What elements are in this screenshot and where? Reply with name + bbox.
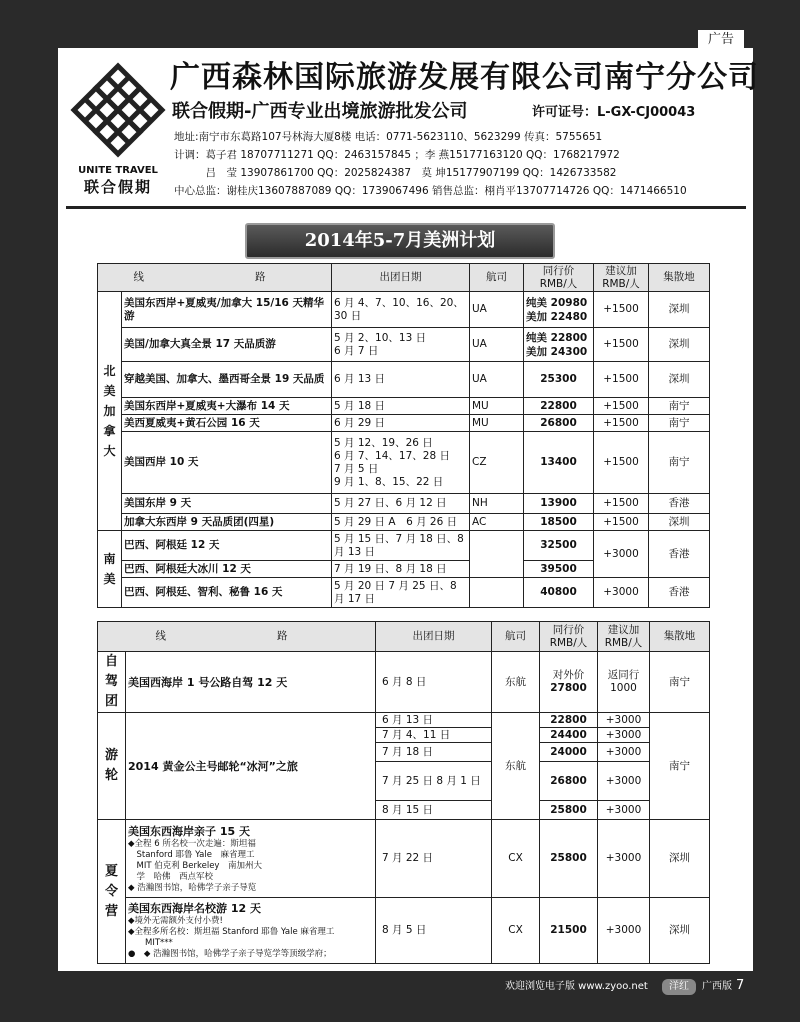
- airline: 东航: [492, 713, 540, 820]
- airline: MU: [470, 398, 524, 415]
- trade-price: 25300: [524, 362, 594, 398]
- publisher-logo: 洋红: [662, 979, 696, 995]
- depart-dates: 6 月 8 日: [376, 652, 492, 713]
- plan-banner: 2014年5-7月美洲计划: [245, 223, 555, 259]
- region-north-america: 北 美 加 拿 大: [98, 292, 122, 531]
- camp-route: [126, 820, 376, 898]
- table-row: [98, 432, 710, 494]
- suggested-markup: +1500: [594, 415, 649, 432]
- suggested-markup: 返同行 1000: [598, 652, 650, 713]
- departure-city: 香港: [649, 494, 710, 514]
- departure-city: 香港: [649, 531, 710, 578]
- contact-address: 地址:南宁市东葛路107号林海大厦8楼 电话：0771-5623110、5623299 传真：5755651: [174, 131, 603, 143]
- region-south-america: 南 美: [98, 531, 122, 608]
- depart-dates: 8 月 15 日: [376, 801, 492, 820]
- suggested-markup: +1500: [594, 362, 649, 398]
- depart-dates: 5 月 15 日、7 月 18 日、8 月 13 日: [332, 531, 470, 561]
- header-airline: 航司: [492, 622, 540, 652]
- table-row: [98, 578, 710, 608]
- americas-tour-table: [97, 263, 710, 608]
- depart-dates: 7 月 25 日 8 月 1 日: [376, 762, 492, 801]
- depart-dates: 5 月 29 日 A 6 月 26 日: [332, 514, 470, 531]
- airline: UA: [470, 328, 524, 362]
- depart-dates: 7 月 18 日: [376, 743, 492, 762]
- trade-price: 26800: [524, 415, 594, 432]
- region-summer-camp: 夏 令 营: [98, 820, 126, 964]
- depart-dates: 7 月 19 日、8 月 18 日: [332, 561, 470, 578]
- route-notes: ◆全程 6 所名校一次走遍：斯坦福 Stanford 耶鲁 Yale 麻省理工 MIT 伯克利 Berkeley 南加州大 学 哈佛 西点军校 ◆ 浩瀚图书馆，哈佛学子亲子导览: [128, 838, 262, 893]
- header-airline: 航司: [470, 264, 524, 292]
- airline: UA: [470, 362, 524, 398]
- table-row: [98, 531, 710, 561]
- table-header: [98, 264, 710, 292]
- trade-price: 32500: [524, 531, 594, 561]
- header-route: 线 路: [133, 271, 296, 283]
- depart-dates: 6 月 29 日: [332, 415, 470, 432]
- route-name: 巴西、阿根廷 12 天: [122, 531, 332, 561]
- suggested-markup: +3000: [594, 531, 649, 578]
- depart-dates: 5 月 27 日、6 月 12 日: [332, 494, 470, 514]
- suggested-markup: +1500: [594, 328, 649, 362]
- route-notes: ◆境外无需额外支付小费! ◆全程多所名校：斯坦福 Stanford 耶鲁 Yale 麻省理工 MIT*** ● ◆ 浩瀚图书馆，哈佛学子亲子导览学等顶级学府；: [128, 916, 335, 959]
- suggested-markup: +3000: [598, 820, 650, 898]
- depart-dates: 5 月 20 日 7 月 25 日、8 月 17 日: [332, 578, 470, 608]
- table-row: [98, 898, 710, 964]
- suggested-markup: +1500: [594, 432, 649, 494]
- table-row: [98, 415, 710, 432]
- route-name: 美国/加拿大真全景 17 天品质游: [122, 328, 332, 362]
- trade-price: 21500: [540, 898, 598, 964]
- ad-tag: 广告: [698, 30, 744, 50]
- airline: MU: [470, 415, 524, 432]
- departure-city: 南宁: [649, 398, 710, 415]
- table-row: [98, 494, 710, 514]
- trade-price: 13900: [524, 494, 594, 514]
- contact-planners-2: 吕 莹 13907861700 QQ：2025824387 莫 坤15177907199 QQ：1426733582: [174, 167, 617, 179]
- price-label: 对外价: [552, 669, 585, 681]
- depart-dates: 5 月 12、19、26 日 6 月 7、14、17、28 日 7 月 5 日 9 月 1、8、15、22 日: [332, 432, 470, 494]
- header-date: 出团日期: [332, 264, 470, 292]
- depart-dates: 8 月 5 日: [376, 898, 492, 964]
- table-row: [98, 713, 710, 728]
- footer-url: 欢迎浏览电子版 www.zyoo.net: [505, 981, 648, 992]
- trade-price: 18500: [524, 514, 594, 531]
- route-name: 美国西海岸 1 号公路自驾 12 天: [126, 652, 376, 713]
- trade-price: 纯美 20980 美加 22480: [524, 292, 594, 328]
- header-depart: 集散地: [650, 622, 710, 652]
- route-name: 美国东西岸+夏威夷/加拿大 15/16 天精华游: [122, 292, 332, 328]
- airline: CX: [492, 820, 540, 898]
- airline: CZ: [470, 432, 524, 494]
- depart-dates: 6 月 13 日: [332, 362, 470, 398]
- trade-price: 39500: [524, 561, 594, 578]
- footer-edition: 广西版: [702, 981, 732, 992]
- trade-price: 22800: [540, 713, 598, 728]
- header-date: 出团日期: [376, 622, 492, 652]
- table-row: [98, 514, 710, 531]
- depart-dates: 7 月 4、11 日: [376, 728, 492, 743]
- header-markup: 建议加 RMB/人: [598, 622, 650, 652]
- header-price: 同行价 RMB/人: [524, 264, 594, 292]
- departure-city: 深圳: [649, 514, 710, 531]
- route-name: 穿越美国、加拿大、墨西哥全景 19 天品质: [122, 362, 332, 398]
- header-depart: 集散地: [649, 264, 710, 292]
- route-name: 2014 黄金公主号邮轮“冰河”之旅: [126, 713, 376, 820]
- trade-price: 40800: [524, 578, 594, 608]
- route-name: 巴西、阿根廷大冰川 12 天: [122, 561, 332, 578]
- route-name: 巴西、阿根廷、智利、秘鲁 16 天: [122, 578, 332, 608]
- trade-price: 25800: [540, 801, 598, 820]
- route-name: 美西夏威夷+黄石公园 16 天: [122, 415, 332, 432]
- table-row: [98, 328, 710, 362]
- airline: UA: [470, 292, 524, 328]
- header-price: 同行价 RMB/人: [540, 622, 598, 652]
- departure-city: 南宁: [649, 415, 710, 432]
- company-name: 广西森林国际旅游发展有限公司南宁分公司: [170, 60, 759, 95]
- departure-city: 深圳: [650, 898, 710, 964]
- trade-price: 25800: [540, 820, 598, 898]
- route-name: 加拿大东西岸 9 天品质团(四星): [122, 514, 332, 531]
- departure-city: 深圳: [649, 362, 710, 398]
- suggested-markup: +1500: [594, 292, 649, 328]
- license-number: 许可证号：L-GX-CJ00043: [532, 105, 696, 120]
- table-row: [98, 398, 710, 415]
- suggested-markup: +3000: [598, 801, 650, 820]
- departure-city: 南宁: [650, 652, 710, 713]
- special-tours-table: [97, 621, 710, 964]
- trade-price: 26800: [540, 762, 598, 801]
- airline: CX: [492, 898, 540, 964]
- departure-city: 南宁: [650, 713, 710, 820]
- trade-price: 22800: [524, 398, 594, 415]
- table-header: [98, 622, 710, 652]
- logo-text-en: UNITE TRAVEL: [78, 165, 158, 176]
- suggested-markup: +3000: [598, 762, 650, 801]
- brand-logo: [66, 60, 170, 196]
- suggested-markup: +1500: [594, 398, 649, 415]
- depart-dates: 5 月 18 日: [332, 398, 470, 415]
- table-row: [98, 652, 710, 713]
- depart-dates: 6 月 4、7、10、16、20、30 日: [332, 292, 470, 328]
- contact-planners-1: 计调：葛子君 18707711271 QQ：2463157845 ；李 燕15177163120 QQ：1768217972: [174, 149, 620, 161]
- header-divider: [66, 206, 746, 209]
- suggested-markup: +3000: [598, 713, 650, 728]
- route-name: 美国东西海岸亲子 15 天: [128, 824, 250, 838]
- contact-directors: 中心总监：谢桂庆13607887089 QQ：1739067496 销售总监：栩肖平13707714726 QQ：1471466510: [174, 185, 687, 197]
- table-row: [98, 292, 710, 328]
- depart-dates: 6 月 13 日: [376, 713, 492, 728]
- trade-price: 27800: [550, 682, 587, 694]
- depart-dates: 5 月 2、10、13 日 6 月 7 日: [332, 328, 470, 362]
- suggested-markup: +3000: [598, 898, 650, 964]
- departure-city: 香港: [649, 578, 710, 608]
- suggested-markup: +1500: [594, 514, 649, 531]
- table-row: [98, 820, 710, 898]
- trade-price: 24000: [540, 743, 598, 762]
- logo-text-cn: 联合假期: [83, 178, 152, 196]
- suggested-markup: +3000: [598, 743, 650, 762]
- route-name: 美国东西海岸名校游 12 天: [128, 902, 261, 915]
- suggested-markup: +3000: [594, 578, 649, 608]
- route-name: 美国东西岸+夏威夷+大瀑布 14 天: [122, 398, 332, 415]
- airline: NH: [470, 494, 524, 514]
- region-cruise: 游 轮: [98, 713, 126, 820]
- trade-price: 24400: [540, 728, 598, 743]
- camp-route: [126, 898, 376, 964]
- depart-dates: 7 月 22 日: [376, 820, 492, 898]
- region-self-drive: 自 驾 团: [98, 652, 126, 713]
- page-number: 7: [736, 978, 745, 993]
- suggested-markup: +1500: [594, 494, 649, 514]
- trade-price: 13400: [524, 432, 594, 494]
- header-markup: 建议加 RMB/人: [594, 264, 649, 292]
- trade-price: 纯美 22800 美加 24300: [524, 328, 594, 362]
- header-route: 线 路: [155, 630, 318, 642]
- table-row: [98, 362, 710, 398]
- airline: 东航: [492, 652, 540, 713]
- public-price: [540, 652, 598, 713]
- route-name: 美国东岸 9 天: [122, 494, 332, 514]
- route-name: 美国西岸 10 天: [122, 432, 332, 494]
- airline: AC: [470, 514, 524, 531]
- endless-knot-icon: [66, 60, 170, 160]
- departure-city: 深圳: [649, 292, 710, 328]
- suggested-markup: +3000: [598, 728, 650, 743]
- departure-city: 深圳: [650, 820, 710, 898]
- company-subtitle: 联合假期-广西专业出境旅游批发公司: [172, 101, 468, 122]
- departure-city: 深圳: [649, 328, 710, 362]
- departure-city: 南宁: [649, 432, 710, 494]
